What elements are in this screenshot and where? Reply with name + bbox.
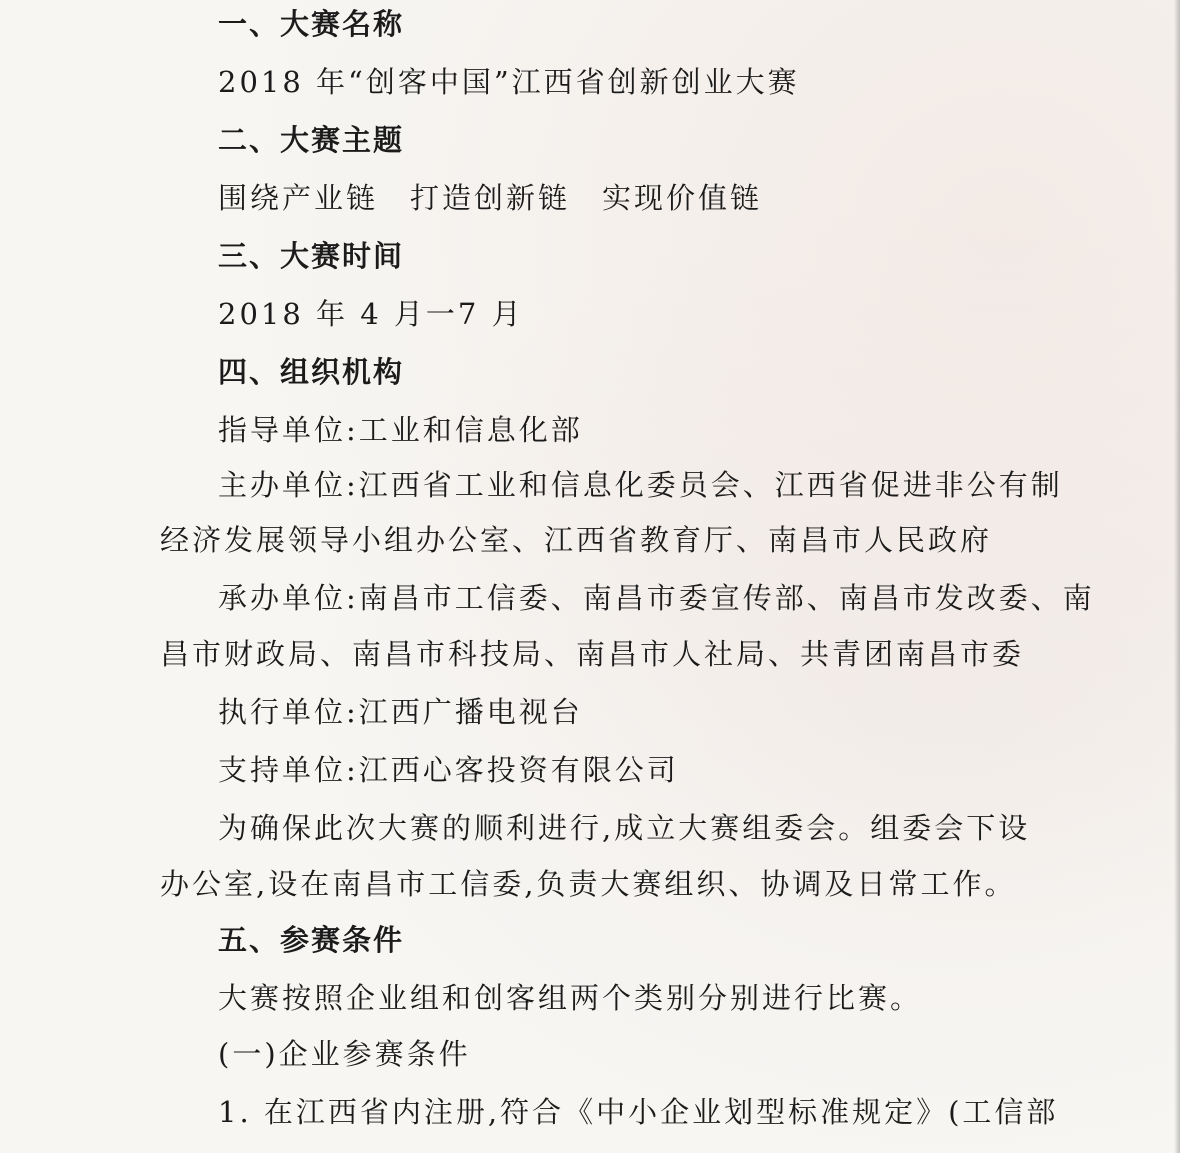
paragraph-line: 2018 年“创客中国”江西省创新创业大赛 (218, 65, 800, 99)
paragraph-line: 指导单位:工业和信息化部 (218, 413, 583, 447)
paragraph-line: 办公室,设在南昌市工信委,负责大赛组织、协调及日常工作。 (160, 867, 1017, 901)
paragraph-line: 执行单位:江西广播电视台 (218, 695, 583, 729)
paragraph-line: 大赛按照企业组和创客组两个类别分别进行比赛。 (218, 981, 923, 1015)
subsection-heading-enterprise: (一)企业参赛条件 (218, 1037, 471, 1071)
paragraph-line: 1. 在江西省内注册,符合《中小企业划型标准规定》(工信部 (218, 1095, 1059, 1129)
paragraph-line: 为确保此次大赛的顺利进行,成立大赛组委会。组委会下设 (218, 811, 1031, 845)
paragraph-line: 昌市财政局、南昌市科技局、南昌市人社局、共青团南昌市委 (160, 637, 1025, 671)
section-heading-competition-name: 一、大赛名称 (218, 7, 405, 41)
paragraph-line: 2018 年 4 月一7 月 (218, 297, 524, 331)
page-edge-shadow (1174, 0, 1180, 1153)
section-heading-competition-theme: 二、大赛主题 (218, 123, 405, 157)
paragraph-line: 围绕产业链 打造创新链 实现价值链 (218, 181, 763, 215)
paragraph-line: 主办单位:江西省工业和信息化委员会、江西省促进非公有制 (218, 468, 1063, 502)
section-heading-organization: 四、组织机构 (218, 355, 405, 389)
section-heading-eligibility: 五、参赛条件 (218, 923, 405, 957)
paragraph-line: 支持单位:江西心客投资有限公司 (218, 753, 679, 787)
paragraph-line: 经济发展领导小组办公室、江西省教育厅、南昌市人民政府 (160, 523, 993, 557)
paragraph-line: 承办单位:南昌市工信委、南昌市委宣传部、南昌市发改委、南 (218, 581, 1095, 615)
section-heading-competition-time: 三、大赛时间 (218, 239, 405, 273)
